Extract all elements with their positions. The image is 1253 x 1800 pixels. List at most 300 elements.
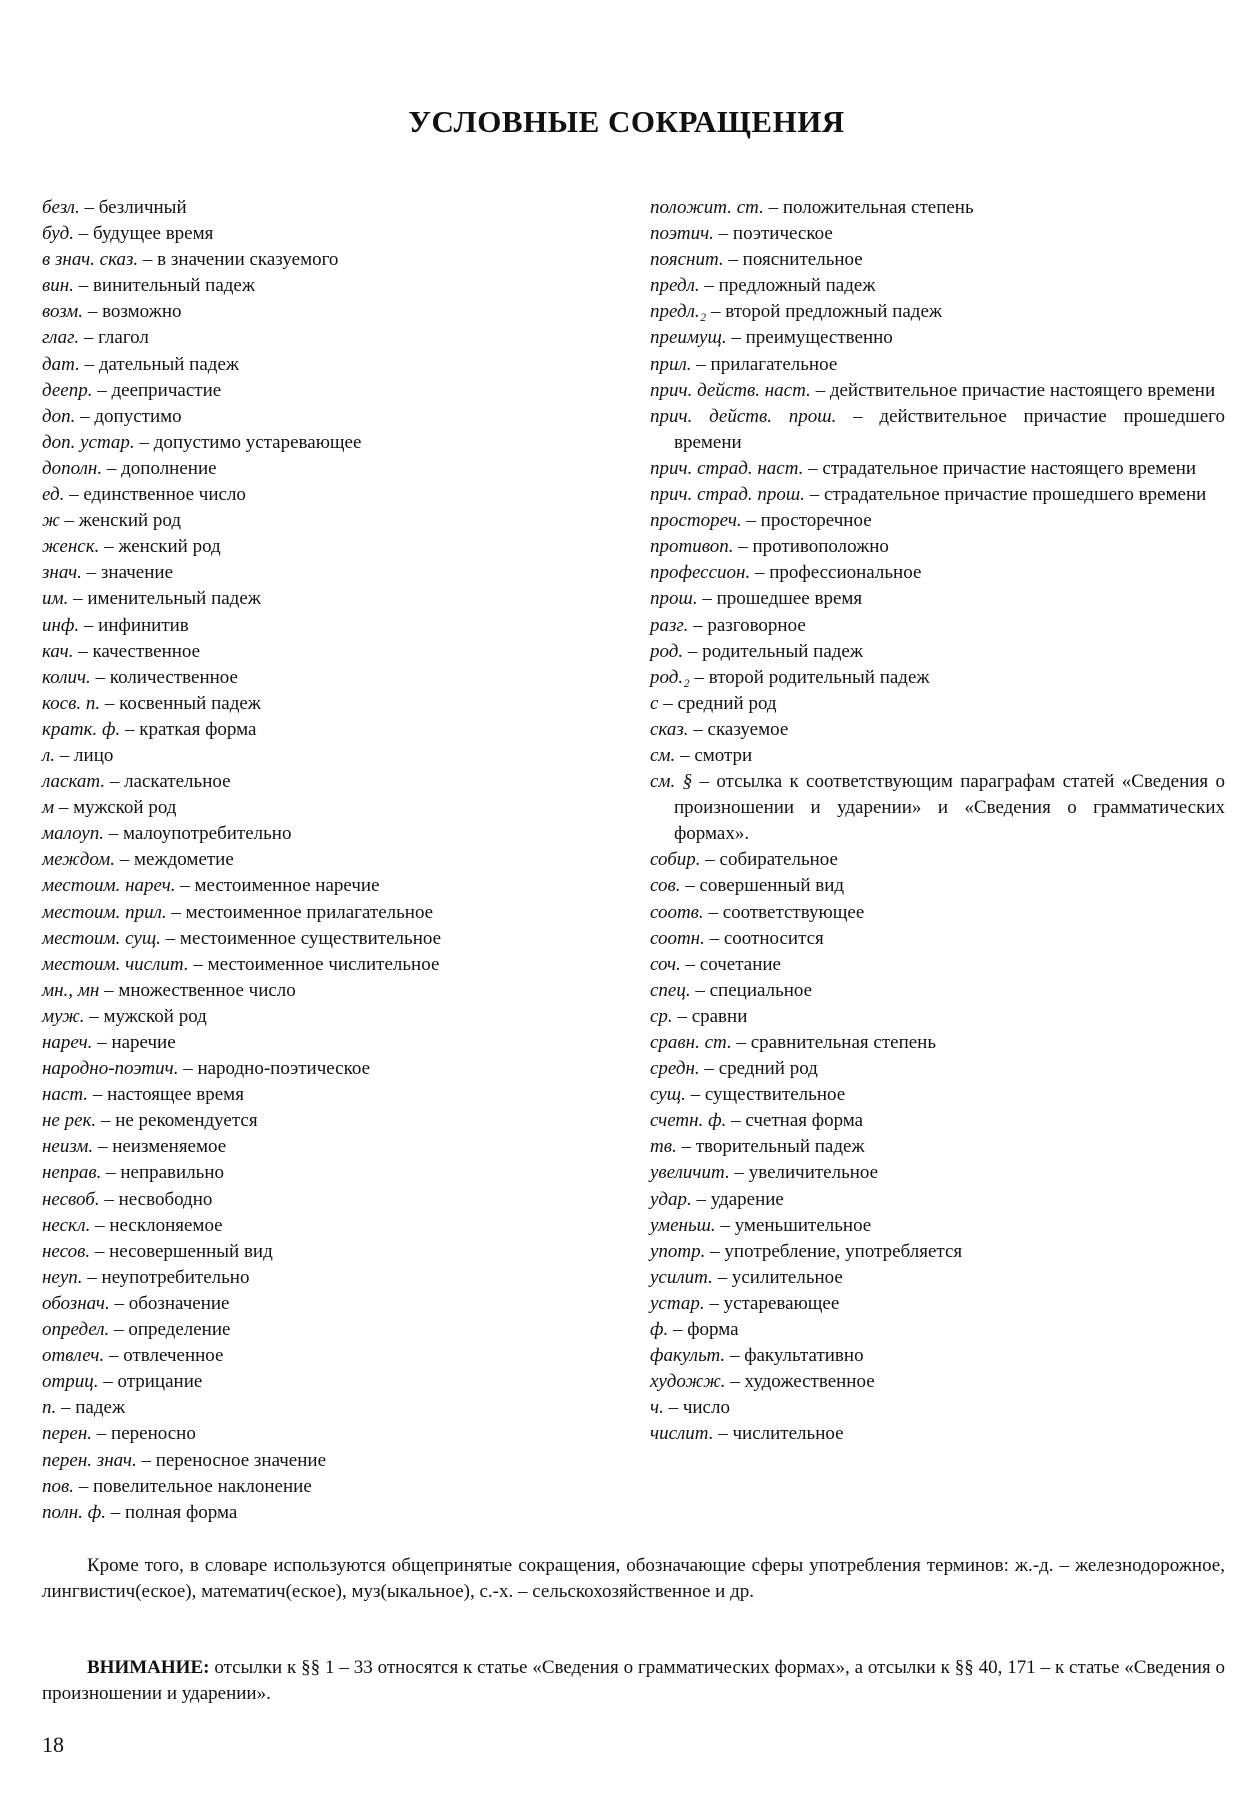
dash-separator: – — [712, 1266, 732, 1288]
abbreviation: не рек. — [42, 1110, 97, 1132]
abbreviation: обознач. — [42, 1292, 110, 1314]
abbreviations-right-column — [650, 195, 1225, 1448]
dash-separator: – — [763, 197, 783, 218]
dash-separator: – — [79, 197, 99, 218]
abbreviation: пов. — [42, 1475, 74, 1497]
definition: допустимо — [94, 405, 182, 427]
abbreviation-entry — [650, 247, 1225, 273]
abbreviation-entry — [650, 1187, 1225, 1213]
abbreviation-entry — [650, 1239, 1225, 1265]
dash-separator: – — [99, 536, 119, 558]
abbreviation-entry — [42, 1343, 602, 1369]
abbreviation-entry — [42, 482, 602, 508]
dash-separator: – — [105, 771, 125, 793]
definition: соответствующее — [722, 901, 865, 923]
abbreviation: в знач. сказ. — [42, 249, 139, 271]
dash-separator: – — [750, 562, 770, 584]
dash-separator: – — [92, 379, 112, 401]
abbreviation: положит. ст. — [650, 197, 764, 218]
dash-separator: – — [683, 640, 703, 662]
abbreviation: факульт. — [650, 1345, 726, 1367]
definition: допустимо устаревающее — [153, 431, 362, 453]
definition: пояснительное — [742, 249, 863, 271]
abbreviation-entry — [650, 952, 1225, 978]
abbreviation-entry — [650, 847, 1225, 873]
abbreviation-entry — [650, 404, 1225, 456]
dash-separator: – — [84, 1005, 104, 1027]
definition: сказуемое — [707, 718, 789, 740]
definition: существительное — [704, 1084, 846, 1106]
dash-separator: – — [104, 1345, 124, 1367]
abbreviation-entry — [42, 978, 602, 1004]
abbreviation-entry — [650, 325, 1225, 351]
definition: в значении сказуемого — [157, 249, 339, 271]
abbreviation: противоп. — [650, 536, 734, 558]
definition: инфинитив — [98, 614, 189, 636]
abbreviation: соч. — [650, 953, 681, 975]
definition: отрицание — [117, 1371, 203, 1393]
definition: уменьшительное — [734, 1214, 872, 1236]
abbreviation: л. — [42, 744, 56, 766]
definition: сочетание — [699, 953, 781, 975]
abbreviation-entry — [650, 560, 1225, 586]
abbreviation: им. — [42, 588, 69, 610]
abbreviation: отриц. — [42, 1371, 99, 1393]
abbreviation: возм. — [42, 301, 84, 323]
abbreviation: доп. — [42, 405, 76, 427]
abbreviation-entry — [650, 534, 1225, 560]
dash-separator: – — [668, 1319, 688, 1341]
dash-separator: – — [729, 1162, 749, 1184]
definition: ласкательное — [124, 771, 231, 793]
abbreviation-entry — [650, 873, 1225, 899]
abbreviation: устар. — [650, 1292, 705, 1314]
abbreviation: сравн. ст. — [650, 1032, 732, 1053]
abbreviation-entry — [42, 821, 602, 847]
abbreviation-entry — [42, 1448, 602, 1474]
definition: краткая форма — [139, 718, 257, 740]
definition: сравни — [691, 1005, 748, 1027]
abbreviations-left-column — [42, 195, 602, 1526]
dash-separator: – — [103, 823, 123, 845]
abbreviation: определ. — [42, 1319, 110, 1341]
abbreviation-entry — [650, 508, 1225, 534]
definition: противоположно — [752, 536, 889, 558]
abbreviation-entry — [650, 1291, 1225, 1317]
abbreviation: предл.₂ — [650, 301, 707, 323]
abbreviation: нескл. — [42, 1214, 91, 1236]
definition: единственное число — [83, 484, 246, 506]
definition: мужской род — [103, 1005, 207, 1027]
dash-separator: – — [90, 1240, 110, 1262]
abbreviation-entry — [650, 1395, 1225, 1421]
abbreviation-entry — [42, 195, 602, 221]
abbreviation: род. — [650, 640, 684, 662]
abbreviation: муж. — [42, 1005, 85, 1027]
abbreviation-entry — [42, 273, 602, 299]
abbreviation-entry — [42, 795, 602, 821]
abbreviation: кратк. ф. — [42, 718, 121, 740]
definition: несвободно — [118, 1188, 213, 1210]
abbreviation-entry — [650, 1213, 1225, 1239]
definition: совершенный вид — [699, 875, 845, 897]
definition: настоящее время — [107, 1084, 244, 1106]
abbreviation-entry — [650, 586, 1225, 612]
definition: неправильно — [120, 1162, 225, 1184]
definition: число — [682, 1397, 730, 1419]
dash-separator: – — [703, 901, 723, 923]
dash-separator: – — [68, 588, 88, 610]
abbreviation-entry — [42, 691, 602, 717]
dash-separator: – — [79, 614, 99, 636]
abbreviation-entry — [42, 665, 602, 691]
abbreviation: усилит. — [650, 1266, 713, 1288]
abbreviation: сущ. — [650, 1084, 686, 1106]
abbreviation: удар. — [650, 1188, 692, 1210]
abbreviation-entry — [42, 404, 602, 430]
abbreviation-entry — [42, 613, 602, 639]
abbreviation-entry — [650, 221, 1225, 247]
definition: средний род — [677, 692, 777, 714]
definition: отсылка к соответствующим параграфам статей «Сведения о произношении и ударении» и «Сведения о грамматических формах». — [674, 771, 1225, 845]
dash-separator: – — [90, 1214, 110, 1236]
definition: неизменяемое — [112, 1136, 227, 1158]
definition: количественное — [109, 666, 238, 688]
abbreviation: счетн. ф. — [650, 1110, 727, 1132]
definition: усилительное — [731, 1266, 843, 1288]
abbreviation-entry — [650, 613, 1225, 639]
abbreviation: неправ. — [42, 1162, 102, 1184]
definition: действительное причастие прошедшего времени — [674, 405, 1225, 453]
dash-separator: – — [93, 1136, 113, 1158]
abbreviation-entry — [42, 456, 602, 482]
dash-separator: – — [109, 1319, 129, 1341]
abbreviation: местоим. нареч. — [42, 875, 176, 897]
definition: возможно — [102, 301, 182, 323]
definition: наречие — [111, 1032, 176, 1053]
abbreviation-entry — [42, 430, 602, 456]
dash-separator: – — [160, 927, 180, 949]
abbreviation-entry — [650, 665, 1225, 691]
definition: деепричастие — [111, 379, 222, 401]
abbreviation: прич. страд. наст. — [650, 457, 804, 479]
abbreviation-entry — [42, 1369, 602, 1395]
abbreviation: местоим. сущ. — [42, 927, 161, 949]
abbreviation-entry — [42, 1082, 602, 1108]
definition: определение — [128, 1319, 231, 1341]
definition: сравнительная степень — [750, 1032, 936, 1053]
definition: местоименное существительное — [179, 927, 442, 949]
abbreviation-entry — [650, 978, 1225, 1004]
abbreviation-entry — [42, 586, 602, 612]
abbreviation-entry — [650, 1082, 1225, 1108]
dash-separator: – — [680, 953, 700, 975]
abbreviation: средн. — [650, 1058, 700, 1080]
abbreviation: ср. — [650, 1005, 673, 1027]
attention-paragraph — [42, 1655, 1225, 1707]
dash-separator: – — [691, 353, 711, 375]
definition: не рекомендуется — [115, 1110, 258, 1132]
abbreviation: пояснит. — [650, 249, 724, 271]
definition: переносно — [111, 1423, 196, 1445]
abbreviation: дополн. — [42, 457, 103, 479]
abbreviation: прич. действ. наст. — [650, 379, 811, 401]
dash-separator: – — [723, 249, 743, 271]
definition: лицо — [74, 744, 114, 766]
dash-separator: – — [83, 301, 103, 323]
dash-separator: – — [726, 1110, 746, 1132]
definition: употребление, употребляется — [724, 1240, 963, 1262]
definition: прилагательное — [710, 353, 838, 375]
abbreviation: доп. устар. — [42, 431, 135, 453]
abbreviation-entry — [42, 873, 602, 899]
abbreviation: дат. — [42, 353, 80, 375]
dash-separator: – — [120, 718, 140, 740]
abbreviation: с — [650, 692, 659, 714]
abbreviation: собир. — [650, 849, 701, 871]
dash-separator: – — [59, 510, 79, 532]
abbreviation-entry — [650, 769, 1225, 847]
abbreviation: перен. — [42, 1423, 93, 1445]
dash-separator: – — [689, 666, 709, 688]
dash-separator: – — [92, 1423, 112, 1445]
abbreviation-entry — [42, 1421, 602, 1447]
dash-separator: – — [705, 1240, 725, 1262]
definition: неупотребительно — [101, 1266, 250, 1288]
abbreviation-entry — [42, 325, 602, 351]
dash-separator: – — [92, 1032, 112, 1053]
definition: второй родительный падеж — [708, 666, 930, 688]
dash-separator: – — [82, 1266, 102, 1288]
dash-separator: – — [96, 1110, 116, 1132]
abbreviation: прил. — [650, 353, 692, 375]
dash-separator: – — [725, 1345, 745, 1367]
definition: качественное — [92, 640, 201, 662]
abbreviation-entry — [42, 508, 602, 534]
abbreviation-entry — [42, 1030, 602, 1056]
abbreviation: предл. — [650, 275, 700, 297]
definition: женский род — [118, 536, 221, 558]
abbreviation-entry — [650, 1421, 1225, 1447]
abbreviation-entry — [650, 691, 1225, 717]
abbreviation-entry — [650, 1317, 1225, 1343]
abbreviation: род.₂ — [650, 666, 690, 688]
dash-separator: – — [713, 1423, 733, 1445]
definition: местоименное наречие — [194, 875, 380, 897]
abbreviation-entry — [42, 1187, 602, 1213]
dash-separator: – — [134, 431, 154, 453]
definition: мужской род — [73, 797, 177, 819]
dash-separator: – — [726, 327, 746, 349]
dash-separator: – — [100, 692, 120, 714]
abbreviation-entry — [42, 769, 602, 795]
definition: несовершенный вид — [109, 1240, 273, 1262]
abbreviation: полн. ф. — [42, 1501, 106, 1523]
abbreviation: ласкат. — [42, 771, 106, 793]
dash-separator: – — [691, 1188, 711, 1210]
dash-separator: – — [54, 797, 74, 819]
dash-separator: – — [138, 249, 158, 271]
abbreviation-entry — [650, 1056, 1225, 1082]
abbreviation-entry — [42, 926, 602, 952]
definition: прошедшее время — [716, 588, 863, 610]
abbreviation: женск. — [42, 536, 100, 558]
definition: форма — [687, 1319, 739, 1341]
dash-separator: – — [803, 457, 823, 479]
definition: переносное значение — [155, 1449, 326, 1471]
dash-separator: – — [672, 1005, 692, 1027]
abbreviation-entry — [42, 534, 602, 560]
definition: просторечное — [760, 510, 872, 532]
abbreviation-entry — [42, 1265, 602, 1291]
dash-separator: – — [90, 666, 110, 688]
dash-separator: – — [105, 1501, 125, 1523]
definition: падеж — [75, 1397, 126, 1419]
attention-text: отсылки к §§ 1 – 33 относятся к статье «Сведения о грамматических формах», а отсылки к §§ 40, 171 – к статье «Сведения о произношении и ударении». — [42, 1657, 1225, 1704]
abbreviation: кач. — [42, 640, 74, 662]
abbreviation: неуп. — [42, 1266, 83, 1288]
definition: значение — [100, 562, 174, 584]
abbreviation-entry — [42, 299, 602, 325]
dash-separator: – — [75, 405, 95, 427]
definition: женский род — [78, 510, 182, 532]
abbreviation: вин. — [42, 275, 74, 297]
definition: преимущественно — [745, 327, 893, 349]
definition: множественное число — [118, 979, 296, 1001]
abbreviation-entry — [42, 1004, 602, 1030]
definition: полная форма — [124, 1501, 238, 1523]
abbreviation: несвоб. — [42, 1188, 100, 1210]
definition: местоименное числительное — [207, 953, 440, 975]
dash-separator: – — [658, 692, 678, 714]
abbreviation: преимущ. — [650, 327, 727, 349]
abbreviation: увеличит. — [650, 1162, 730, 1184]
page-title: УСЛОВНЫЕ СОКРАЩЕНИЯ — [408, 104, 845, 139]
abbreviation-entry — [42, 639, 602, 665]
abbreviation-entry — [42, 247, 602, 273]
abbreviation: знач. — [42, 562, 82, 584]
abbreviation-entry — [42, 1056, 602, 1082]
definition: специальное — [709, 979, 813, 1001]
definition: второй предложный падеж — [725, 301, 943, 323]
definition: родительный падеж — [702, 640, 863, 662]
abbreviation-entry — [42, 1108, 602, 1134]
definition: факультативно — [744, 1345, 864, 1367]
abbreviation: колич. — [42, 666, 91, 688]
abbreviation: инф. — [42, 614, 80, 636]
abbreviation: числит. — [650, 1423, 714, 1445]
definition: страдательное причастие прошедшего времени — [823, 484, 1207, 506]
definition: местоименное прилагательное — [185, 901, 434, 923]
definition: повелительное наклонение — [93, 1475, 312, 1497]
definition: глагол — [98, 327, 149, 349]
dash-separator: – — [725, 1371, 745, 1393]
dash-separator: – — [188, 953, 208, 975]
abbreviation-entry — [650, 299, 1225, 325]
dash-separator: – — [74, 1475, 93, 1497]
abbreviation-entry — [650, 1030, 1225, 1056]
dash-separator: – — [692, 771, 717, 793]
dash-separator: – — [804, 484, 824, 506]
abbreviation: п. — [42, 1397, 57, 1419]
definition: междометие — [134, 849, 234, 871]
abbreviation-entry — [650, 456, 1225, 482]
dash-separator: – — [115, 849, 135, 871]
abbreviation: безл. — [42, 197, 80, 218]
abbreviation: междом. — [42, 849, 116, 871]
abbreviation-entry — [650, 1265, 1225, 1291]
attention-label: ВНИМАНИЕ: — [87, 1657, 210, 1678]
definition: несклоняемое — [109, 1214, 223, 1236]
abbreviation-entry — [42, 1239, 602, 1265]
abbreviation-entry — [650, 195, 1225, 221]
abbreviation-entry — [650, 743, 1225, 769]
abbreviation-entry — [42, 717, 602, 743]
abbreviation-entry — [650, 717, 1225, 743]
abbreviation-entry — [650, 1004, 1225, 1030]
definition: предложный падеж — [718, 275, 876, 297]
dash-separator: – — [663, 1397, 683, 1419]
dash-separator: – — [81, 562, 101, 584]
abbreviation-entry — [42, 1317, 602, 1343]
abbreviation-entry — [650, 273, 1225, 299]
abbreviation: художж. — [650, 1371, 726, 1393]
abbreviation: тв. — [650, 1136, 677, 1158]
dash-separator: – — [56, 1397, 76, 1419]
abbreviation-entry — [42, 1291, 602, 1317]
dash-separator: – — [73, 640, 93, 662]
abbreviation: буд. — [42, 223, 75, 245]
dash-separator: – — [685, 1084, 705, 1106]
definition: собирательное — [719, 849, 838, 871]
dash-separator: – — [731, 1032, 751, 1053]
abbreviation: деепр. — [42, 379, 93, 401]
definition: отвлеченное — [123, 1345, 224, 1367]
abbreviation-entry — [42, 1395, 602, 1421]
abbreviation-entry — [42, 1500, 602, 1526]
abbreviation: наст. — [42, 1084, 89, 1106]
dash-separator: – — [715, 1214, 735, 1236]
abbreviation: сов. — [650, 875, 681, 897]
dash-separator: – — [99, 1188, 119, 1210]
definition: будущее время — [93, 223, 214, 245]
definition: соотносится — [723, 927, 824, 949]
dash-separator: – — [175, 875, 195, 897]
dash-separator: – — [704, 1292, 724, 1314]
dash-separator: – — [836, 405, 880, 427]
abbreviation: отвлеч. — [42, 1345, 105, 1367]
dash-separator: – — [88, 1084, 108, 1106]
definition: поэтическое — [732, 223, 833, 245]
abbreviation-entry — [650, 639, 1225, 665]
dash-separator: – — [178, 1058, 198, 1080]
dash-separator: – — [697, 588, 717, 610]
dash-separator: – — [99, 979, 119, 1001]
definition: малоупотребительно — [122, 823, 292, 845]
abbreviation: малоуп. — [42, 823, 104, 845]
abbreviation-entry — [650, 1343, 1225, 1369]
dash-separator: – — [109, 1292, 129, 1314]
abbreviation: ж — [42, 510, 60, 532]
abbreviation: мн., мн — [42, 979, 100, 1001]
abbreviation-entry — [42, 221, 602, 247]
dash-separator: – — [688, 614, 708, 636]
abbreviation-entry — [650, 1108, 1225, 1134]
definition: именительный падеж — [87, 588, 261, 610]
definition: счетная форма — [745, 1110, 864, 1132]
abbreviation: сказ. — [650, 718, 689, 740]
dash-separator: – — [741, 510, 761, 532]
